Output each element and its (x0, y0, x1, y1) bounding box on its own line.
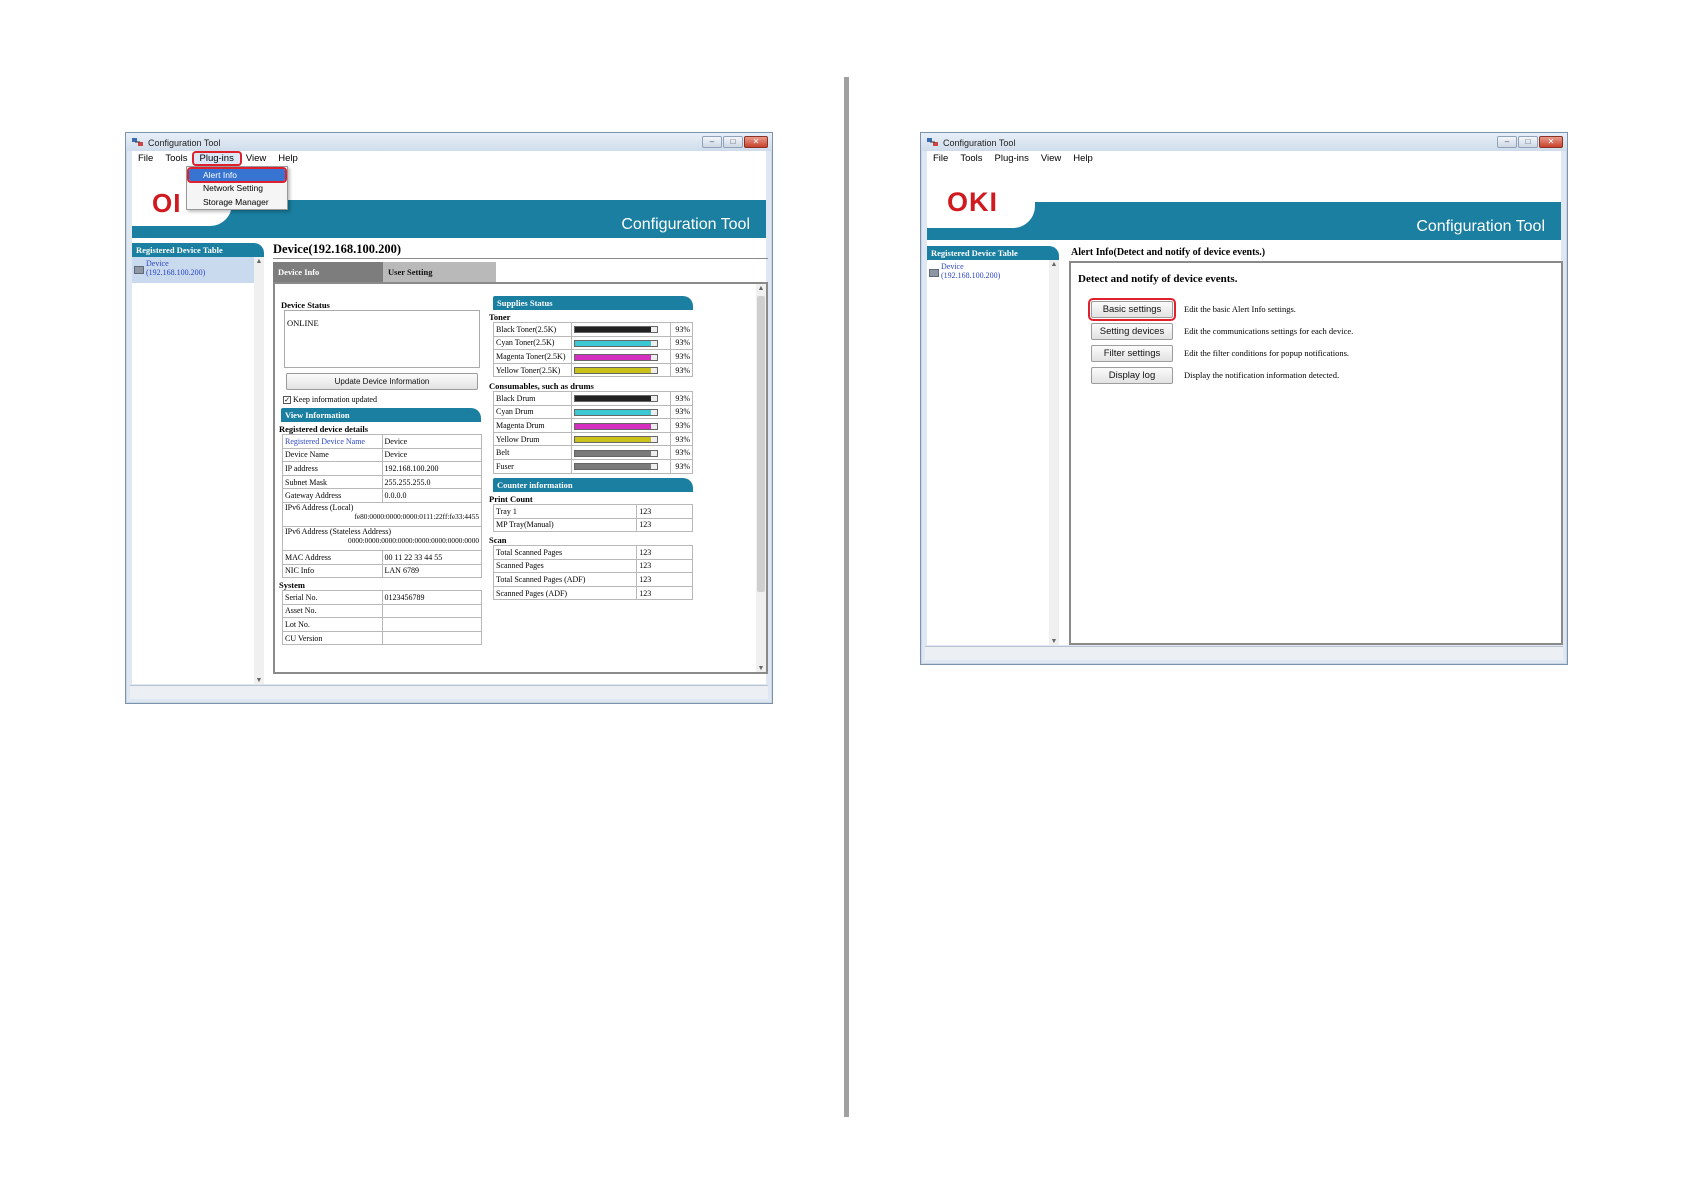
right-menu-bar (927, 151, 1561, 166)
system-table (282, 590, 482, 645)
row-value (382, 618, 482, 632)
supply-name: Cyan Drum (494, 405, 572, 419)
row-label: Device Name (283, 448, 383, 462)
display-log-description: Display the notification information detected. (1184, 370, 1340, 380)
mac-table (282, 550, 482, 578)
row-label: CU Version (283, 631, 383, 645)
supply-name: Belt (494, 446, 572, 460)
row-value: 255.255.255.0 (382, 475, 482, 489)
row-label: Registered Device Name (283, 435, 383, 449)
supply-level-bar (574, 340, 658, 347)
counter-information-header: Counter information (493, 478, 693, 492)
banner-title: Configuration Tool (621, 216, 750, 233)
window-title: Configuration Tool (148, 138, 221, 148)
maximize-icon[interactable]: □ (1518, 136, 1538, 148)
device-details-table (282, 434, 482, 503)
supply-row (494, 432, 693, 446)
maximize-icon[interactable]: □ (723, 136, 743, 148)
menu-tools[interactable]: Tools (960, 153, 983, 164)
supply-level (572, 392, 671, 406)
row-label: Serial No. (283, 591, 383, 605)
row-value: 192.168.100.200 (382, 462, 482, 476)
left-title-bar (126, 133, 772, 151)
row-value: 123 (637, 573, 693, 587)
supply-level-bar (574, 409, 658, 416)
supply-percent: 93% (671, 363, 693, 377)
menu-file[interactable]: File (933, 153, 949, 164)
minimize-icon[interactable]: – (702, 136, 722, 148)
filter-settings-button[interactable]: Filter settings (1091, 345, 1173, 362)
row-value: 0123456789 (382, 591, 482, 605)
table-row: IPv6 Address (Local) fe80:0000:0000:0000:0111:22ff:fe33:4455 (283, 503, 482, 527)
oki-logo: OI (152, 188, 182, 218)
supply-name: Magenta Drum (494, 419, 572, 433)
printer-icon (134, 266, 144, 274)
row-value: 0.0.0.0 (382, 489, 482, 503)
row-label: Gateway Address (283, 489, 383, 503)
supply-level (572, 419, 671, 433)
menu-help[interactable]: Help (1073, 153, 1093, 164)
scan-label: Scan (489, 535, 507, 545)
table-row: IPv6 Address (Stateless Address) 0000:0000:0000:0000:0000:0000:0000:0000 (283, 527, 482, 551)
table-row (494, 586, 693, 600)
table-row (283, 435, 482, 449)
supply-percent: 93% (671, 405, 693, 419)
printer-icon (929, 269, 939, 277)
table-row (283, 489, 482, 503)
print-count-table (493, 504, 693, 532)
alert-info-panel (1069, 261, 1563, 645)
banner-title: Configuration Tool (1416, 218, 1545, 235)
panel-scrollbar[interactable]: ▲ ▼ (757, 284, 765, 672)
supply-level-bar (574, 463, 658, 470)
row-label: MP Tray(Manual) (494, 518, 637, 532)
supply-level-bar (574, 326, 658, 333)
supply-percent: 93% (671, 459, 693, 473)
table-row (283, 551, 482, 565)
menu-view[interactable]: View (245, 153, 267, 164)
row-label: Asset No. (283, 604, 383, 618)
menu-plugins[interactable]: Plug-ins (194, 153, 240, 164)
supply-level-bar (574, 367, 658, 374)
basic-settings-button[interactable]: Basic settings (1091, 301, 1173, 318)
supply-row (494, 350, 693, 364)
supply-name: Yellow Drum (494, 432, 572, 446)
tab-device-info[interactable]: Device Info (273, 262, 383, 282)
table-row (283, 604, 482, 618)
basic-settings-description: Edit the basic Alert Info settings. (1184, 304, 1296, 314)
setting-devices-description: Edit the communications settings for each device. (1184, 326, 1354, 336)
supply-row (494, 446, 693, 460)
minimize-icon[interactable]: – (1497, 136, 1517, 148)
supply-name: Black Toner(2.5K) (494, 323, 572, 337)
row-value: Device (382, 435, 482, 449)
table-row (494, 505, 693, 519)
oki-logo: OKI (947, 187, 999, 217)
device-status-box: ONLINE (284, 310, 480, 368)
supply-percent: 93% (671, 419, 693, 433)
supply-percent: 93% (671, 446, 693, 460)
left-client (132, 166, 766, 684)
supply-row (494, 392, 693, 406)
supply-row (494, 405, 693, 419)
row-value: LAN 6789 (382, 564, 482, 578)
right-window (920, 132, 1568, 665)
supply-level (572, 405, 671, 419)
consumables-label: Consumables, such as drums (489, 381, 594, 391)
supply-level (572, 432, 671, 446)
display-log-button[interactable]: Display log (1091, 367, 1173, 384)
view-information-header: View Information (281, 408, 481, 422)
table-row (283, 618, 482, 632)
keep-updated-label: Keep information updated (293, 395, 377, 404)
row-label: Subnet Mask (283, 475, 383, 489)
row-value (382, 631, 482, 645)
supply-percent: 93% (671, 350, 693, 364)
app-icon (132, 137, 144, 147)
supply-level (572, 336, 671, 350)
table-row (494, 546, 693, 560)
supply-level (572, 350, 671, 364)
device-status-label: Device Status (281, 300, 330, 310)
table-row (283, 631, 482, 645)
sidebar-header: Registered Device Table (132, 243, 264, 257)
supply-percent: 93% (671, 336, 693, 350)
supply-row (494, 363, 693, 377)
window-title: Configuration Tool (943, 138, 1016, 148)
keep-updated-row (283, 395, 377, 404)
table-row (494, 573, 693, 587)
supply-level-bar (574, 450, 658, 457)
menu-item-storage-manager[interactable]: Storage Manager (203, 197, 269, 207)
supply-level-bar (574, 436, 658, 443)
menu-help[interactable]: Help (278, 153, 298, 164)
supplies-status-header: Supplies Status (493, 296, 693, 310)
table-row (494, 518, 693, 532)
device-info-panel (273, 282, 768, 674)
table-row (283, 564, 482, 578)
supply-name: Black Drum (494, 392, 572, 406)
row-label: Tray 1 (494, 505, 637, 519)
supply-percent: 93% (671, 323, 693, 337)
system-label: System (279, 580, 305, 590)
scan-table (493, 545, 693, 600)
sidebar-scrollbar[interactable]: ▲ ▼ (1050, 260, 1058, 645)
row-value (382, 604, 482, 618)
print-count-label: Print Count (489, 494, 533, 504)
sidebar (132, 257, 264, 684)
row-value: 123 (637, 586, 693, 600)
supply-level-bar (574, 395, 658, 402)
ipv6-table (282, 502, 482, 551)
row-value: 123 (637, 505, 693, 519)
sidebar-header: Registered Device Table (927, 246, 1059, 260)
sidebar-item-device[interactable]: Device (192.168.100.200) (941, 262, 1001, 280)
toner-label: Toner (489, 312, 511, 322)
supply-level (572, 459, 671, 473)
banner (927, 202, 1561, 240)
supply-level (572, 363, 671, 377)
right-client (927, 166, 1561, 645)
keep-updated-checkbox[interactable]: ✓ (284, 396, 290, 405)
sidebar-scrollbar[interactable]: ▲ ▼ (255, 257, 263, 684)
row-label: Lot No. (283, 618, 383, 632)
row-label: NIC Info (283, 564, 383, 578)
toner-table (493, 322, 693, 377)
supply-name: Yellow Toner(2.5K) (494, 363, 572, 377)
menu-tools[interactable]: Tools (165, 153, 188, 164)
status-bar (925, 646, 1563, 660)
left-menu-bar (132, 151, 766, 166)
plugins-dropdown (186, 166, 288, 210)
close-icon[interactable]: ✕ (744, 136, 768, 148)
table-row (283, 591, 482, 605)
supply-name: Fuser (494, 459, 572, 473)
menu-item-network-setting[interactable]: Network Setting (203, 183, 263, 193)
supply-percent: 93% (671, 432, 693, 446)
right-title-bar (921, 133, 1567, 151)
menu-view[interactable]: View (1040, 153, 1062, 164)
registered-details-label: Registered device details (279, 424, 369, 434)
supply-row (494, 323, 693, 337)
left-window (125, 132, 773, 704)
row-label: IP address (283, 462, 383, 476)
menu-plugins[interactable]: Plug-ins (994, 153, 1029, 164)
row-value: Device (382, 448, 482, 462)
row-label: Scanned Pages (ADF) (494, 586, 637, 600)
row-label: MAC Address (283, 551, 383, 565)
page-title: Device(192.168.100.200) (273, 242, 402, 256)
panel-heading: Detect and notify of device events. (1078, 273, 1238, 285)
table-row (283, 462, 482, 476)
page-title: Alert Info(Detect and notify of device events.) (1071, 247, 1266, 258)
row-label: Scanned Pages (494, 559, 637, 573)
supply-row (494, 419, 693, 433)
table-row (283, 475, 482, 489)
row-value: 00 11 22 33 44 55 (382, 551, 482, 565)
row-value: 123 (637, 559, 693, 573)
setting-devices-button[interactable]: Setting devices (1091, 323, 1173, 340)
status-bar (130, 685, 768, 699)
menu-item-alert-info[interactable]: Alert Info (189, 169, 285, 181)
supply-level-bar (574, 354, 658, 361)
menu-file[interactable]: File (138, 153, 154, 164)
supply-row (494, 336, 693, 350)
supply-level (572, 323, 671, 337)
table-row (494, 559, 693, 573)
tab-user-setting[interactable]: User Setting (383, 262, 496, 282)
filter-settings-description: Edit the filter conditions for popup notifications. (1184, 348, 1350, 358)
update-device-info-button[interactable]: Update Device Information (286, 373, 478, 390)
supply-row (494, 459, 693, 473)
sidebar (927, 260, 1059, 645)
supply-level (572, 446, 671, 460)
supply-level-bar (574, 423, 658, 430)
row-value: 123 (637, 518, 693, 532)
row-value: 123 (637, 546, 693, 560)
row-label: Total Scanned Pages (494, 546, 637, 560)
page-divider (844, 77, 849, 1117)
supply-name: Cyan Toner(2.5K) (494, 336, 572, 350)
close-icon[interactable]: ✕ (1539, 136, 1563, 148)
consumables-table (493, 391, 693, 474)
row-label: Total Scanned Pages (ADF) (494, 573, 637, 587)
supply-percent: 93% (671, 392, 693, 406)
sidebar-item-device[interactable]: Device (192.168.100.200) (146, 259, 206, 277)
table-row (283, 448, 482, 462)
app-icon (927, 137, 939, 147)
supply-name: Magenta Toner(2.5K) (494, 350, 572, 364)
